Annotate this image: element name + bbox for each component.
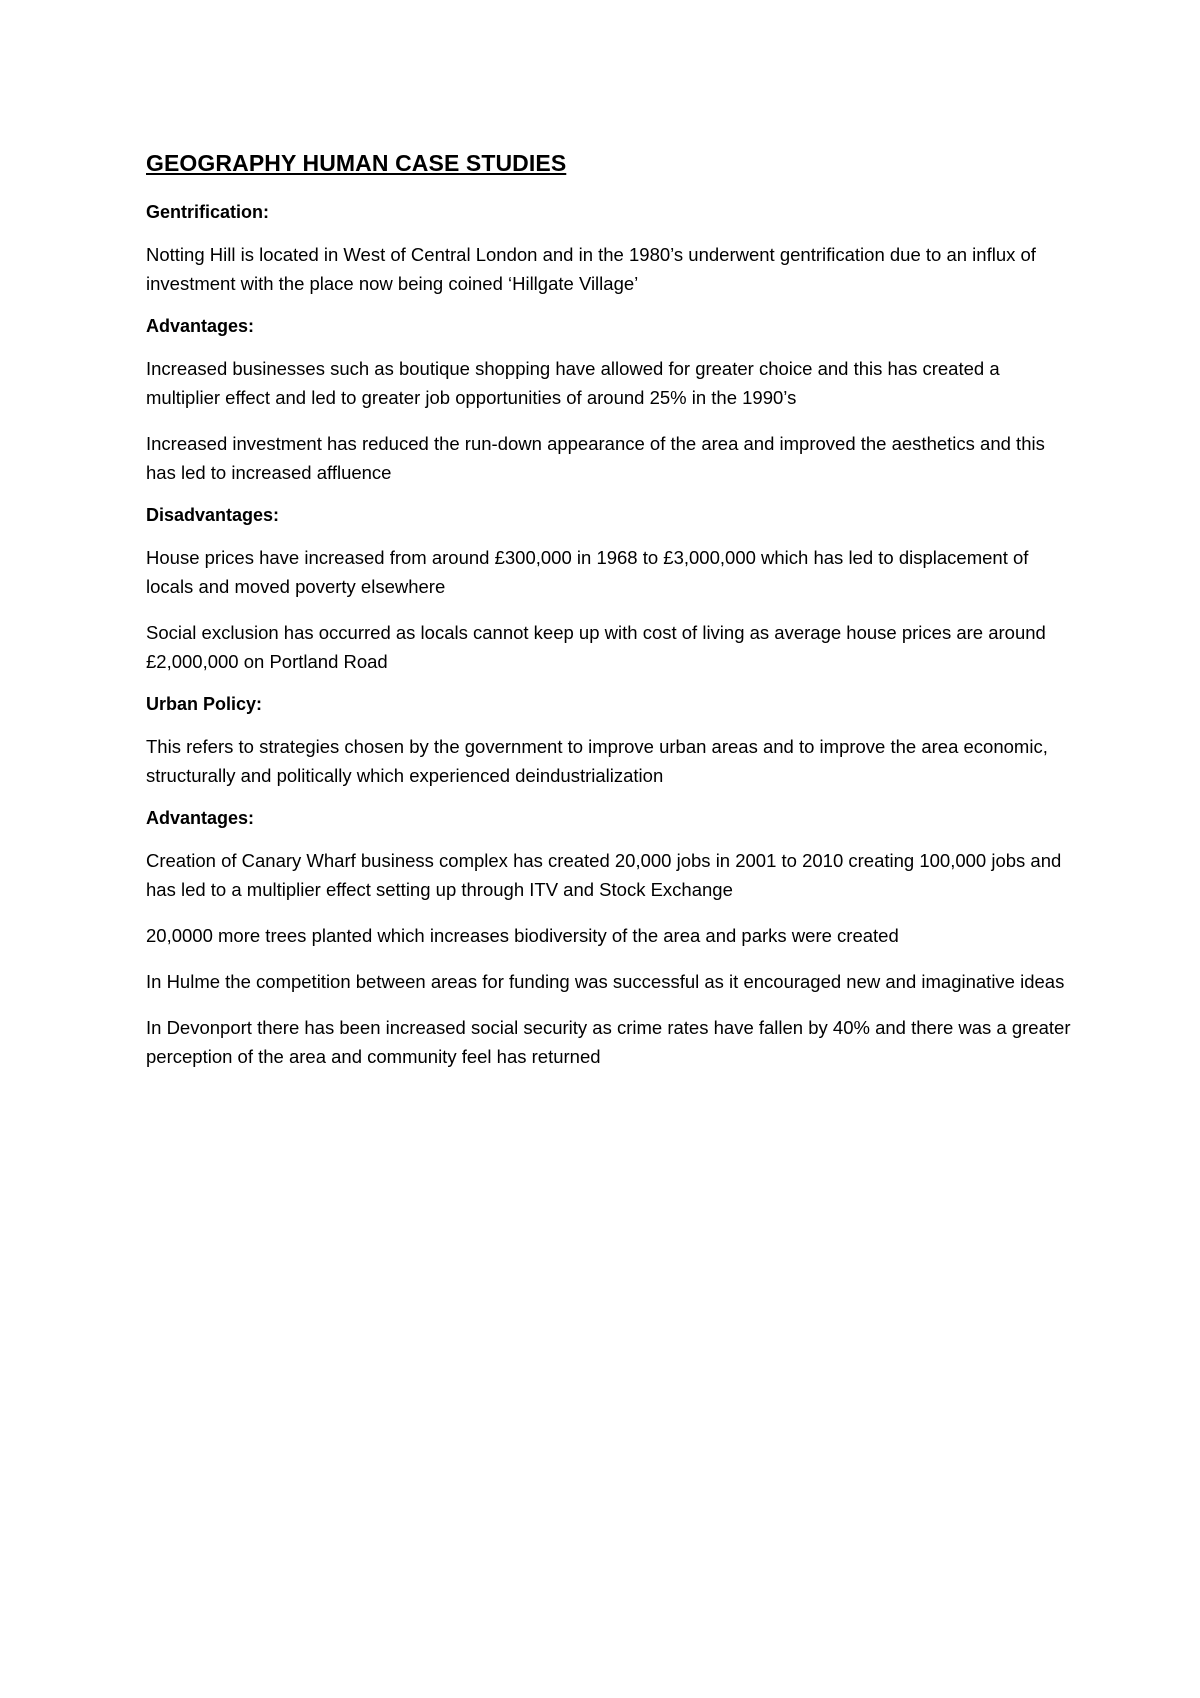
paragraph: Increased investment has reduced the run-down appearance of the area and improved the aesthetics and this has led to increased affluence bbox=[146, 433, 1045, 483]
paragraph: 20,0000 more trees planted which increases biodiversity of the area and parks were created bbox=[146, 925, 899, 946]
section-heading-advantages: Advantages: bbox=[146, 808, 255, 828]
paragraph: Notting Hill is located in West of Central London and in the 1980’s underwent gentrification due to an influx of investment with the place now being coined ‘Hillgate Village’ bbox=[146, 244, 1036, 294]
section-heading-advantages: Advantages: bbox=[146, 316, 255, 336]
document-body bbox=[146, 150, 1076, 1088]
section-heading-disadvantages: Disadvantages: bbox=[146, 505, 280, 525]
section-heading-urban-policy: Urban Policy: bbox=[146, 694, 263, 714]
paragraph: Creation of Canary Wharf business complex has created 20,000 jobs in 2001 to 2010 creating 100,000 jobs and has led to a multiplier effect setting up through ITV and Stock Exchange bbox=[146, 850, 1062, 900]
paragraph: Increased businesses such as boutique shopping have allowed for greater choice and this has created a multiplier effect and led to greater job opportunities of around 25% in the 1990’s bbox=[146, 358, 1000, 408]
paragraph: This refers to strategies chosen by the government to improve urban areas and to improve the area economic, structurally and politically which experienced deindustrialization bbox=[146, 736, 1048, 786]
document-title: GEOGRAPHY HUMAN CASE STUDIES bbox=[146, 150, 567, 176]
paragraph: Social exclusion has occurred as locals cannot keep up with cost of living as average house prices are around £2,000,000 on Portland Road bbox=[146, 622, 1046, 672]
paragraph: In Hulme the competition between areas for funding was successful as it encouraged new and imaginative ideas bbox=[146, 971, 1065, 992]
paragraph: In Devonport there has been increased social security as crime rates have fallen by 40% and there was a greater perception of the area and community feel has returned bbox=[146, 1017, 1071, 1067]
paragraph: House prices have increased from around £300,000 in 1968 to £3,000,000 which has led to displacement of locals and moved poverty elsewhere bbox=[146, 547, 1029, 597]
section-heading-gentrification: Gentrification: bbox=[146, 202, 270, 222]
